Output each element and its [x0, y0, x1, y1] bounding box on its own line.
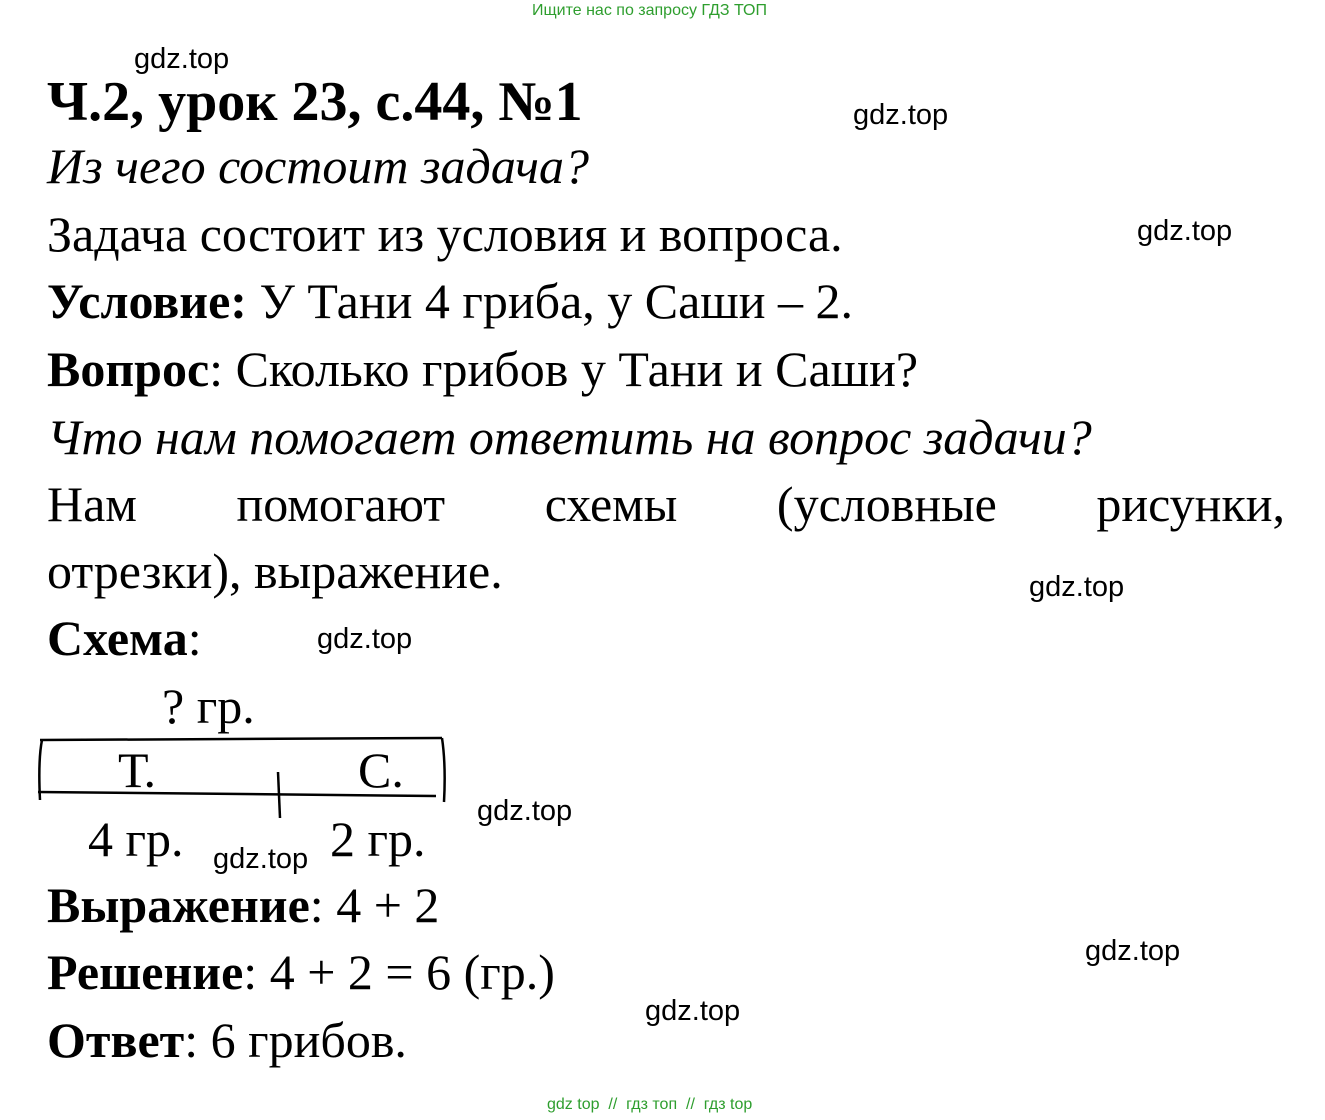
watermark: gdz.top: [213, 843, 309, 875]
answer-text: : 6 грибов.: [184, 1012, 407, 1068]
watermark: gdz.top: [853, 99, 949, 131]
scheme-total-label: ? гр.: [162, 678, 255, 734]
expression-text: : 4 + 2: [309, 877, 440, 933]
answer-helps-line2: отрезки), выражение.: [47, 543, 503, 599]
top-banner: Ищите нас по запросу ГДЗ ТОП: [532, 2, 767, 19]
solution-line: [47, 943, 555, 1001]
watermark: gdz.top: [645, 995, 741, 1027]
segment-divider-tick: [278, 772, 280, 818]
question-what-helps: Что нам помогает ответить на вопрос задачи?: [47, 409, 1092, 465]
question-text: : Сколько грибов у Тани и Саши?: [209, 341, 919, 397]
answer-word: (условные: [776, 476, 997, 532]
watermark: gdz.top: [1029, 571, 1125, 603]
scheme-right-value: 2 гр.: [330, 811, 426, 867]
watermark: gdz.top: [477, 795, 573, 827]
condition-text: У Тани 4 гриба, у Саши – 2.: [246, 273, 854, 329]
watermark: gdz.top: [1137, 215, 1233, 247]
scheme-heading: [47, 609, 202, 667]
solution-text: : 4 + 2 = 6 (гр.): [243, 944, 555, 1000]
scheme-label: Схема: [47, 610, 188, 666]
answer-line: [47, 1011, 407, 1069]
answer-word: помогают: [236, 476, 446, 532]
watermark: gdz.top: [1085, 935, 1181, 967]
brace-top-stroke: [40, 738, 442, 740]
question-label: Вопрос: [47, 341, 210, 397]
scheme-left-name: Т.: [118, 742, 157, 798]
question-line: [47, 340, 918, 398]
answer-label: Ответ: [47, 1012, 185, 1068]
answer-word: рисунки,: [1096, 476, 1285, 532]
scheme-colon: :: [187, 610, 202, 666]
brace-right-stroke: [442, 738, 445, 802]
footer-links: gdz top // гдз топ // гдз top: [547, 1096, 753, 1113]
answer-helps-line1: [47, 475, 1285, 533]
expression-line: [47, 876, 439, 934]
answer-task-parts: Задача состоит из условия и вопроса.: [47, 206, 843, 262]
scheme-right-name: С.: [358, 742, 404, 798]
watermark: gdz.top: [134, 43, 230, 75]
solution-label: Решение: [47, 944, 244, 1000]
condition-label: Условие:: [47, 273, 247, 329]
question-what-task-consists: Из чего состоит задача?: [47, 138, 590, 194]
scheme-left-value: 4 гр.: [88, 811, 184, 867]
answer-word: Нам: [47, 476, 137, 532]
answer-word: схемы: [544, 476, 678, 532]
watermark: gdz.top: [317, 623, 413, 655]
condition-line: [47, 272, 853, 330]
page-title: Ч.2, урок 23, с.44, №1: [47, 71, 583, 133]
expression-label: Выражение: [47, 877, 310, 933]
